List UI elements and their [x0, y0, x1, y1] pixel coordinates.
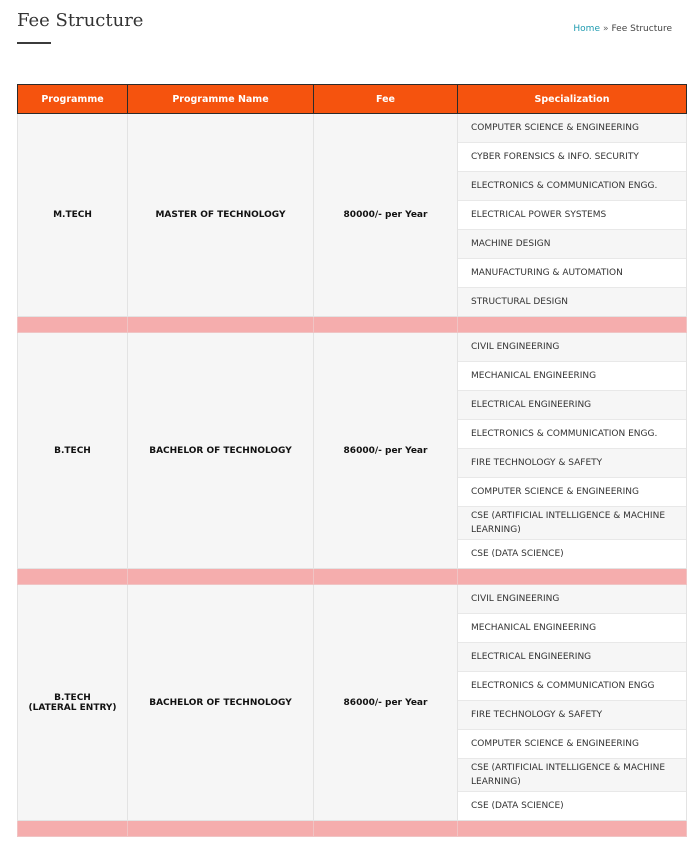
specialization-item: CIVIL ENGINEERING [458, 585, 686, 614]
header-specialization: Specialization [458, 85, 687, 114]
programme-code: M.TECH [53, 210, 92, 220]
specialization-item: CSE (DATA SCIENCE) [458, 540, 686, 568]
breadcrumb [573, 24, 672, 34]
separator-cell [458, 569, 687, 585]
table-header-row [18, 85, 687, 114]
separator-cell [18, 317, 128, 333]
programme-name-cell: BACHELOR OF TECHNOLOGY [128, 333, 314, 569]
specialization-item: FIRE TECHNOLOGY & SAFETY [458, 701, 686, 730]
specialization-item: ELECTRONICS & COMMUNICATION ENGG. [458, 172, 686, 201]
programme-cell [18, 585, 128, 821]
specialization-item: ELECTRICAL ENGINEERING [458, 643, 686, 672]
table-row [18, 333, 687, 569]
specialization-item: FIRE TECHNOLOGY & SAFETY [458, 449, 686, 478]
specialization-item: ELECTRONICS & COMMUNICATION ENGG [458, 672, 686, 701]
specialization-item: CSE (ARTIFICIAL INTELLIGENCE & MACHINE LEARNING) [458, 759, 686, 792]
separator-cell [128, 317, 314, 333]
programme-cell [18, 114, 128, 317]
separator-cell [314, 821, 458, 837]
specialization-item: CIVIL ENGINEERING [458, 333, 686, 362]
page-title: Fee Structure [17, 10, 144, 31]
fee-cell: 86000/- per Year [314, 585, 458, 821]
separator-cell [128, 821, 314, 837]
separator-cell [128, 569, 314, 585]
fee-cell: 86000/- per Year [314, 333, 458, 569]
specialization-item: COMPUTER SCIENCE & ENGINEERING [458, 478, 686, 507]
separator-cell [458, 317, 687, 333]
specialization-item: ELECTRONICS & COMMUNICATION ENGG. [458, 420, 686, 449]
specialization-item: CYBER FORENSICS & INFO. SECURITY [458, 143, 686, 172]
separator-cell [314, 317, 458, 333]
specialization-item: CSE (DATA SCIENCE) [458, 792, 686, 820]
specialization-cell [458, 114, 687, 317]
programme-cell [18, 333, 128, 569]
breadcrumb-current: Fee Structure [611, 24, 672, 34]
table-row [18, 114, 687, 317]
row-separator [18, 821, 687, 837]
table-row [18, 585, 687, 821]
programme-code: B.TECH [54, 692, 91, 703]
title-underline [17, 42, 51, 44]
separator-cell [458, 821, 687, 837]
fee-structure-table [17, 84, 687, 837]
specialization-list [458, 333, 686, 568]
specialization-item: ELECTRICAL POWER SYSTEMS [458, 201, 686, 230]
row-separator [18, 317, 687, 333]
header-programme-name: Programme Name [128, 85, 314, 114]
fee-cell: 80000/- per Year [314, 114, 458, 317]
programme-name-cell: BACHELOR OF TECHNOLOGY [128, 585, 314, 821]
specialization-item: ELECTRICAL ENGINEERING [458, 391, 686, 420]
specialization-item: CSE (ARTIFICIAL INTELLIGENCE & MACHINE LEARNING) [458, 507, 686, 540]
specialization-item: MACHINE DESIGN [458, 230, 686, 259]
specialization-item: MANUFACTURING & AUTOMATION [458, 259, 686, 288]
specialization-item: COMPUTER SCIENCE & ENGINEERING [458, 114, 686, 143]
table-body [18, 114, 687, 837]
programme-code: B.TECH [54, 445, 91, 456]
specialization-cell [458, 585, 687, 821]
header-programme: Programme [18, 85, 128, 114]
breadcrumb-home-link[interactable]: Home [573, 24, 600, 34]
specialization-item: COMPUTER SCIENCE & ENGINEERING [458, 730, 686, 759]
specialization-item: MECHANICAL ENGINEERING [458, 362, 686, 391]
programme-name-cell: MASTER OF TECHNOLOGY [128, 114, 314, 317]
row-separator [18, 569, 687, 585]
specialization-item: MECHANICAL ENGINEERING [458, 614, 686, 643]
specialization-item: STRUCTURAL DESIGN [458, 288, 686, 316]
specialization-list [458, 114, 686, 316]
programme-code-line2: (LATERAL ENTRY) [28, 702, 117, 713]
separator-cell [314, 569, 458, 585]
header-fee: Fee [314, 85, 458, 114]
specialization-cell [458, 333, 687, 569]
separator-cell [18, 821, 128, 837]
breadcrumb-separator: » [602, 24, 609, 34]
specialization-list [458, 585, 686, 820]
separator-cell [18, 569, 128, 585]
